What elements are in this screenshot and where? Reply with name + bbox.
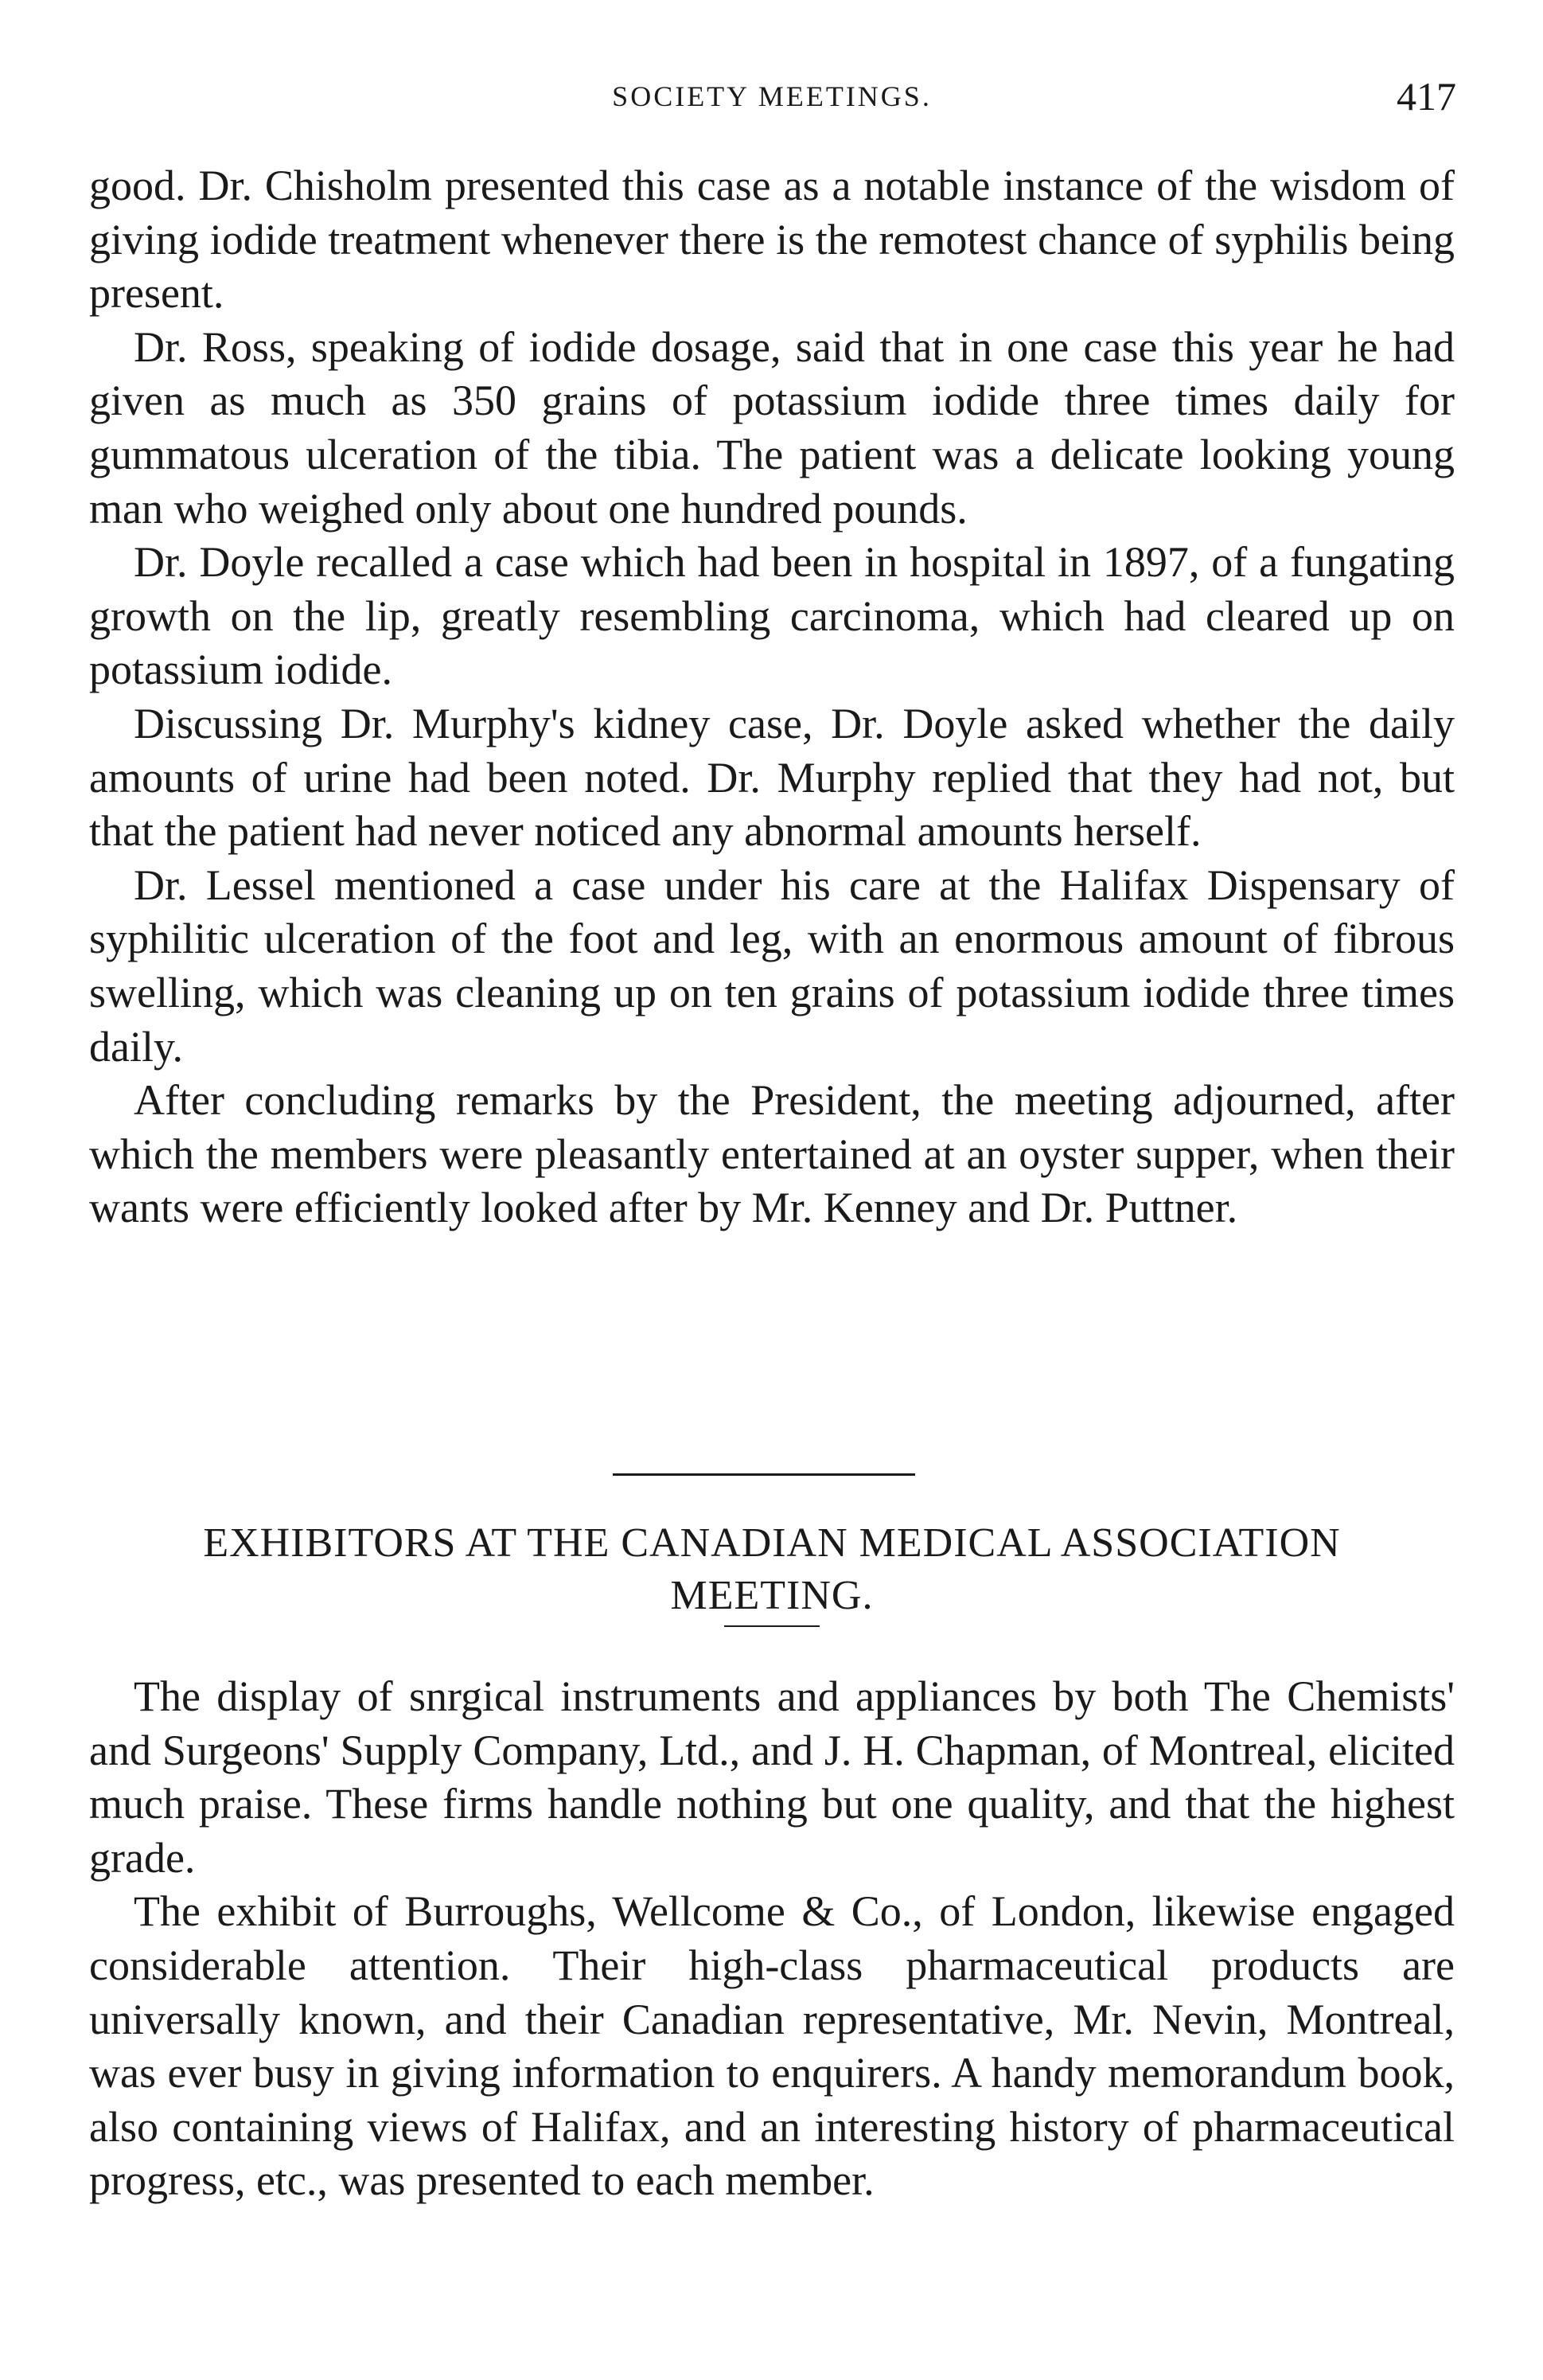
section-heading [89, 1517, 1455, 1627]
section-divider [613, 1473, 915, 1476]
paragraph-doyle: Dr. Doyle recalled a case which had been in hospital in 1897, of a fungating growth on the lip, greatly resembling carcinoma, which had cleared up on potassium iodide. [89, 538, 1455, 694]
paragraph-burroughs: The exhibit of Burroughs, Wellcome & Co., of London, likewise engaged considerable attention. Their high-class pharmaceutical products are universally known, and their Canadian representative, Mr. Nevin, Montreal, was ever busy in giving information to enquirers. A handy memorandum book, also containing views of Halifax, and an interesting history of pharmaceutical progress, etc., was presented to each member. [89, 1887, 1455, 2205]
heading-underline [724, 1625, 820, 1627]
running-title: SOCIETY MEETINGS. [612, 80, 932, 112]
society-meeting-text [89, 159, 1455, 1235]
paragraph-lessel: Dr. Lessel mentioned a case under his care at the Halifax Dispensary of syphilitic ulceration of the foot and leg, with an enormous amount of fibrous swelling, which was cleaning up on ten grains of potassium iodide three times daily. [89, 860, 1455, 1071]
paragraph-ross: Dr. Ross, speaking of iodide dosage, said that in one case this year he had given as much as 350 grains of potassium iodide three times daily for gummatous ulceration of the tibia. The patient was a delicate looking young man who weighed only about one hundred pounds. [89, 322, 1455, 533]
section-heading-line-1: EXHIBITORS AT THE CANADIAN MEDICAL ASSOCIATION [203, 1520, 1341, 1566]
section-heading-line-2: MEETING. [670, 1573, 874, 1618]
exhibitors-text [89, 1670, 1455, 2208]
paragraph-murphy: Discussing Dr. Murphy's kidney case, Dr. Doyle asked whether the daily amounts of urine had been noted. Dr. Murphy replied that they had not, but that the patient had never noticed any abnormal amounts herself. [89, 699, 1455, 856]
paragraph-display: The display of snrgical instruments and appliances by both The Chemists' and Surgeons' Supply Company, Ltd., and J. H. Chapman, of Montreal, elicited much praise. These firms handle nothing but one quality, and that the highest grade. [89, 1672, 1455, 1882]
page-number: 417 [1397, 74, 1456, 119]
paragraph-chisholm: good. Dr. Chisholm presented this case as a notable instance of the wisdom of giving iodide treatment whenever there is the remotest chance of syphilis being present. [89, 162, 1455, 318]
running-head [88, 73, 1456, 121]
paragraph-conclusion: After concluding remarks by the President, the meeting adjourned, after which the members were pleasantly entertained at an oyster supper, when their wants were efficiently looked after by Mr. Kenney and Dr. Puttner. [89, 1076, 1455, 1232]
